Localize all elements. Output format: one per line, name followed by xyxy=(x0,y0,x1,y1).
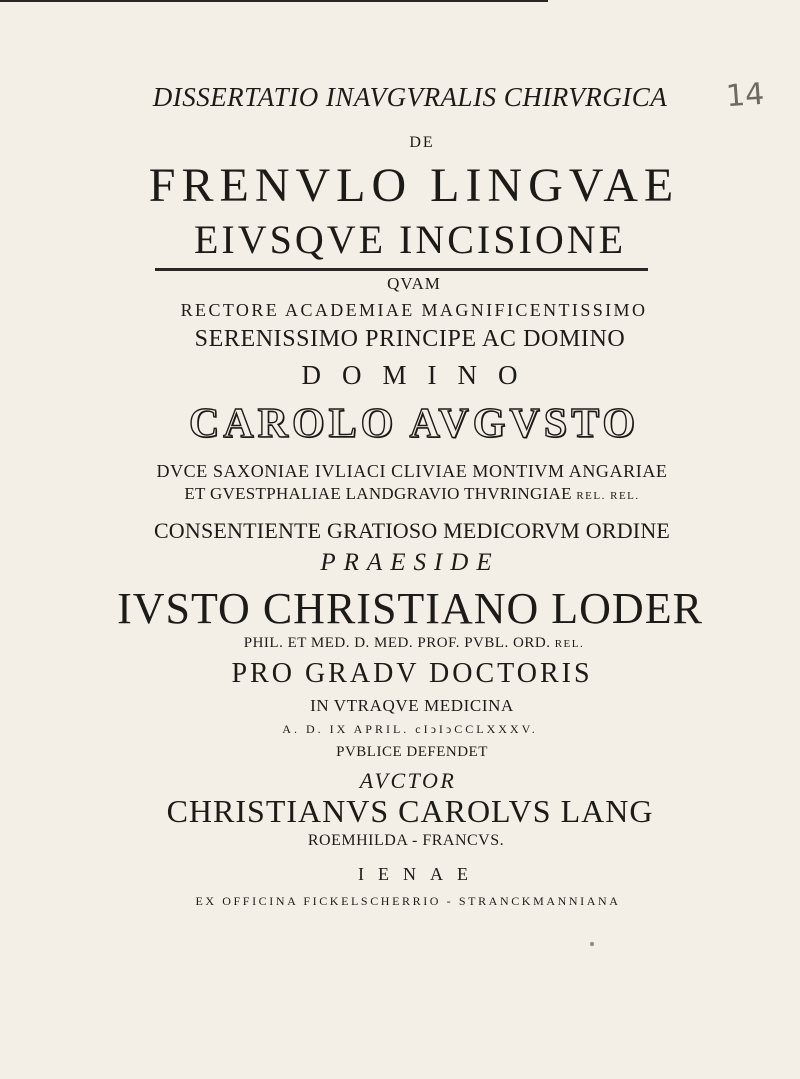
qvam-line: QVAM xyxy=(387,274,441,293)
avctor-name: CHRISTIANVS CAROLVS LANG xyxy=(166,793,654,829)
main-title-line-2: EIVSQVE INCISIONE xyxy=(193,217,627,262)
imprint-place: IENAE xyxy=(358,864,482,884)
rectore-line: RECTORE ACADEMIAE MAGNIFICENTISSIMO xyxy=(180,300,648,320)
serenissimo-line: SERENISSIMO PRINCIPE AC DOMINO xyxy=(194,326,626,352)
et-titles-text: ET GVESTPHALIAE LANDGRAVIO THVRINGIAE xyxy=(184,484,572,503)
consentiente-line: CONSENTIENTE GRATIOSO MEDICORVM ORDINE xyxy=(153,518,671,543)
handwritten-page-number: 14 xyxy=(724,76,766,115)
title-divider-rule xyxy=(155,268,648,271)
vtraqve-line: IN VTRAQVE MEDICINA xyxy=(310,696,514,715)
dvce-titles-line: DVCE SAXONIAE IVLIACI CLIVIAE MONTIVM ANGARIAE xyxy=(156,461,668,481)
avctor-label: AVCTOR xyxy=(359,768,457,793)
praeses-titles-small: REL. xyxy=(554,638,585,650)
imprint-divider-rule xyxy=(0,0,548,2)
main-title-line-1: FRENVLO LINGVAE xyxy=(148,159,680,212)
pro-gradv-line: PRO GRADV DOCTORIS xyxy=(231,658,593,689)
praeses-titles-text: PHIL. ET MED. D. MED. PROF. PVBL. ORD. xyxy=(243,635,551,651)
avctor-origin: ROEMHILDA - FRANCVS. xyxy=(307,832,505,849)
paper-speck xyxy=(590,942,594,946)
rector-name-decorative: CAROLO AVGVSTO xyxy=(188,401,640,447)
et-titles-small: REL. REL. xyxy=(576,490,640,502)
praeside-label: PRAESIDE xyxy=(320,549,500,576)
praeses-titles xyxy=(0,635,800,652)
domino-line: DOMINO xyxy=(301,360,539,390)
title-preposition: DE xyxy=(409,134,435,151)
pvblice-line: PVBLICE DEFENDET xyxy=(336,744,488,760)
imprint-printer: EX OFFICINA FICKELSCHERRIO - STRANCKMANNIANA xyxy=(195,894,621,908)
et-titles-line xyxy=(0,484,800,504)
praeses-name: IVSTO CHRISTIANO LODER xyxy=(117,584,703,633)
defense-date: A. D. IX APRIL. cIↄIↄCCLXXXV. xyxy=(282,722,538,736)
dissertation-header: DISSERTATIO INAVGVRALIS CHIRVRGICA xyxy=(152,82,668,112)
